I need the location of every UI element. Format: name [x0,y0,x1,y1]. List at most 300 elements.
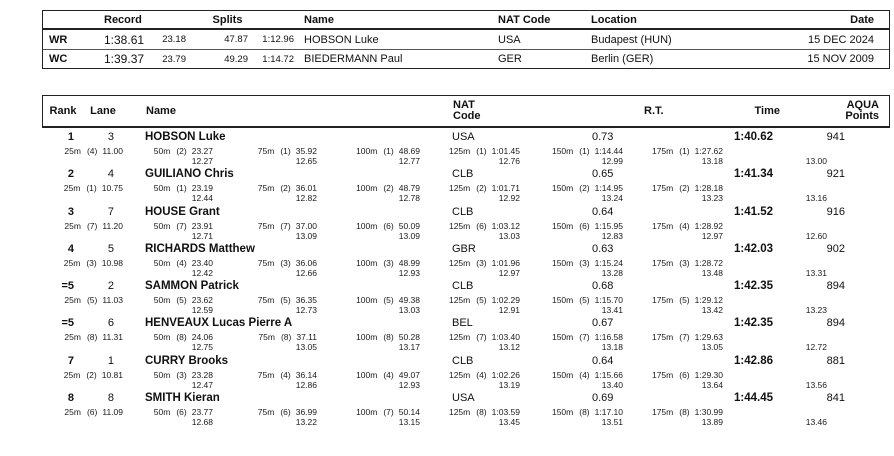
lane-value: 5 [107,242,114,255]
aqua-points-value: 941 [826,131,845,143]
split-time: 25m (2) 10.81 [63,369,123,380]
nat-code-value: CLB [452,205,474,218]
reaction-time-value: 0.67 [592,317,614,330]
split-time: 75m (2) 36.01 [257,183,317,194]
split-cell [127,183,217,203]
header-aqua-points [780,100,889,123]
split-cell [727,407,831,427]
result-main-line [42,280,890,293]
records-header [43,11,889,30]
record-row-wc [43,49,889,68]
aqua-points-value: 902 [826,242,845,255]
split-time: 75m (3) 36.06 [257,257,317,268]
lap-time: 13.18 [601,342,623,353]
split-cell [727,183,831,203]
split-cell [727,370,831,390]
lap-time: 13.00 [805,156,827,166]
split-cell [727,221,831,241]
split-time: 100m (5) 49.38 [356,295,420,306]
split-time: 150m (8) 1:17.10 [551,407,623,418]
lap-time: 12.83 [601,230,623,241]
split-cell [42,370,127,390]
result-row [42,165,890,202]
split-time: 25m (3) 10.98 [63,257,123,268]
split-cell [424,146,524,166]
lap-time: 12.68 [191,417,213,428]
split-time: 150m (2) 1:14.95 [551,183,623,194]
split-time: 50m (4) 23.40 [153,257,213,268]
lap-time: 13.41 [601,305,623,316]
lap-time: 13.46 [805,417,827,428]
split-time [727,332,827,342]
reaction-time-value: 0.64 [592,205,614,218]
final-time-value: 1:44.45 [733,392,773,405]
split-cell [424,407,524,427]
lap-time: 13.22 [295,417,317,428]
split-time: 50m (8) 24.06 [153,332,213,343]
final-time-value: 1:42.35 [733,280,773,293]
split-time: 175m (4) 1:28.92 [651,220,723,231]
record-holder-name: HOBSON Luke [304,33,379,46]
final-time-value: 1:41.34 [733,168,773,181]
split-time: 150m (5) 1:15.70 [551,295,623,306]
final-time-value: 1:41.52 [733,205,773,218]
result-row [42,389,890,426]
split-time: 125m (6) 1:03.12 [448,220,520,231]
rank-value: 7 [67,354,74,367]
record-row-wr [43,30,889,49]
swimmer-name: HENVEAUX Lucas Pierre A [145,317,293,330]
split-cell [627,183,727,203]
split-cell [42,332,127,352]
splits-row [42,295,890,315]
split-cell [321,258,424,278]
split-cell [321,370,424,390]
split-time: 100m (1) 48.69 [356,146,420,156]
split-time: 50m (5) 23.62 [153,295,213,306]
split-cell [524,146,627,166]
swimmer-name: SMITH Kieran [145,392,220,405]
split-cell [727,332,831,352]
record-type-label: WR [49,33,68,46]
result-row [42,277,890,314]
results-body [42,128,890,426]
header-nat-line1: NAT [453,98,475,111]
lap-time: 13.05 [701,342,723,353]
split-cell [217,258,321,278]
split-cell [42,146,127,166]
lap-time: 12.73 [295,305,317,316]
nat-code-value: CLB [452,168,474,181]
records-header-record: Record [104,13,142,26]
split-cell [627,146,727,166]
split-cell [524,295,627,315]
nat-code-value: GBR [452,242,476,255]
split-cell [627,332,727,352]
lap-time: 13.15 [398,417,420,428]
split-time: 100m (6) 50.09 [356,220,420,231]
record-time: 1:39.37 [104,52,145,66]
split-time: 25m (7) 11.20 [64,220,123,231]
lap-time: 13.42 [701,305,723,316]
header-points-line2: Points [845,110,879,122]
lap-time: 13.24 [601,193,623,204]
split-time: 150m (1) 1:14.44 [551,146,623,156]
record-split-100: 49.29 [224,53,248,65]
lap-time: 13.16 [805,193,827,204]
record-split-100: 47.87 [224,34,248,45]
lap-time: 12.75 [191,342,213,353]
split-time: 75m (5) 36.35 [257,295,317,306]
record-split-150: 1:14.72 [262,53,294,65]
lap-time: 13.09 [295,230,317,241]
record-time: 1:38.61 [104,32,145,47]
nat-code-value: USA [452,131,475,143]
split-cell [727,295,831,315]
lap-time: 12.76 [498,156,520,166]
rank-value: 4 [67,242,74,255]
reaction-time-value: 0.73 [592,131,614,143]
lap-time: 13.23 [805,305,827,316]
splits-row [42,258,890,278]
final-time-value: 1:42.35 [733,317,773,330]
lap-time: 13.51 [601,417,623,428]
reaction-time-value: 0.64 [592,354,614,367]
rank-value: 2 [67,168,74,181]
split-time: 175m (7) 1:29.63 [651,332,723,343]
split-cell [627,295,727,315]
split-time: 50m (6) 23.77 [153,407,213,418]
split-time: 25m (6) 11.09 [64,407,123,418]
aqua-points-value: 841 [826,392,845,405]
split-time [727,221,827,231]
lap-time: 12.93 [398,267,420,278]
record-date: 15 DEC 2024 [807,33,874,46]
split-time: 75m (6) 36.99 [257,407,317,418]
split-time [727,370,827,380]
header-nat-code [448,100,593,123]
lap-time: 12.91 [498,305,520,316]
lap-time [42,342,123,352]
swimmer-name: RICHARDS Matthew [145,242,255,255]
split-cell [127,407,217,427]
split-cell [127,295,217,315]
split-time: 100m (4) 49.07 [356,369,420,380]
split-cell [321,183,424,203]
split-time: 100m (7) 50.14 [356,407,420,418]
rank-value: =5 [61,317,74,330]
split-time: 150m (3) 1:15.24 [551,257,623,268]
split-cell [217,221,321,241]
split-time: 75m (4) 36.14 [257,369,317,380]
split-cell [524,332,627,352]
split-time [727,407,827,417]
split-time: 50m (7) 23.91 [153,220,213,231]
split-cell [217,183,321,203]
results-header [42,95,890,128]
split-cell [42,183,127,203]
split-time: 175m (8) 1:30.99 [651,407,723,418]
split-cell [524,407,627,427]
final-time-value: 1:42.03 [733,242,773,255]
lap-time: 13.48 [701,267,723,278]
header-name: Name [146,105,176,117]
split-time: 125m (4) 1:02.26 [448,369,520,380]
split-time: 150m (7) 1:16.58 [551,332,623,343]
result-main-line [42,168,890,181]
record-split-50: 23.79 [162,53,186,65]
swimmer-name: SAMMON Patrick [145,280,239,293]
split-cell [727,146,831,166]
split-time: 25m (8) 11.31 [64,332,123,343]
lap-time: 12.86 [295,379,317,390]
split-cell [524,258,627,278]
split-cell [627,370,727,390]
result-main-line [42,317,890,330]
record-nat-code: USA [498,33,521,46]
aqua-points-value: 881 [826,354,845,367]
swimmer-name: GUILIANO Chris [145,168,234,181]
header-rank: Rank [49,105,77,117]
aqua-points-value: 894 [826,280,845,293]
split-cell [127,370,217,390]
lap-time: 13.09 [398,230,420,241]
result-main-line [42,243,890,256]
lap-time [42,380,123,390]
split-time [727,146,827,156]
lap-time: 13.17 [398,342,420,353]
split-time: 25m (1) 10.75 [63,183,123,194]
split-time: 100m (2) 48.79 [356,183,420,194]
lap-time [42,305,123,315]
lane-value: 3 [107,131,114,143]
reaction-time-value: 0.65 [592,168,614,181]
split-time: 75m (7) 37.00 [257,220,317,231]
split-cell [321,295,424,315]
split-cell [127,146,217,166]
split-cell [42,407,127,427]
split-time: 175m (6) 1:29.30 [651,369,723,380]
header-reaction-time: R.T. [644,105,664,117]
split-cell [524,221,627,241]
lap-time: 12.97 [498,267,520,278]
reaction-time-value: 0.63 [592,242,614,255]
nat-code-value: BEL [452,317,473,330]
record-type-label: WC [49,53,68,65]
lane-value: 2 [107,280,114,293]
split-cell [627,221,727,241]
nat-code-value: CLB [452,280,474,293]
split-cell [42,258,127,278]
rank-value: 3 [67,205,74,218]
record-date: 15 NOV 2009 [807,53,874,65]
result-main-line [42,355,890,368]
lap-time: 12.99 [601,156,623,166]
split-cell [321,146,424,166]
split-cell [217,370,321,390]
splits-row [42,183,890,203]
nat-code-value: CLB [452,354,474,367]
split-time: 75m (8) 37.11 [258,332,317,343]
rank-value: 1 [67,131,74,143]
split-cell [424,295,524,315]
split-time: 125m (1) 1:01.45 [448,146,520,156]
records-header-location: Location [591,13,637,26]
lap-time: 13.64 [701,379,723,390]
rank-value: =5 [61,280,74,293]
lane-value: 1 [107,354,114,367]
final-time-value: 1:42.86 [733,354,773,367]
split-cell [727,258,831,278]
lap-time: 12.93 [398,379,420,390]
lap-time: 12.66 [295,267,317,278]
record-holder-name: BIEDERMANN Paul [304,53,403,65]
header-nat-line2: Code [453,110,481,122]
swimmer-name: HOUSE Grant [145,205,220,218]
result-row [42,314,890,351]
split-time: 25m (5) 11.03 [64,295,123,306]
lap-time: 13.23 [701,193,723,204]
split-cell [627,407,727,427]
result-row [42,203,890,240]
record-split-50: 23.18 [162,34,186,45]
lap-time: 13.18 [701,156,723,166]
records-header-date: Date [850,13,874,26]
split-time: 175m (5) 1:29.12 [651,295,723,306]
header-time: Time [754,105,780,117]
result-main-line [42,392,890,405]
records-header-name: Name [304,13,334,26]
lap-time: 12.59 [191,305,213,316]
split-time: 125m (2) 1:01.71 [448,183,520,194]
split-time: 50m (1) 23.19 [153,183,213,194]
lap-time [42,231,123,241]
lap-time: 12.77 [398,156,420,166]
split-time: 150m (6) 1:15.95 [551,220,623,231]
split-time [727,258,827,268]
split-cell [127,258,217,278]
split-cell [424,258,524,278]
lap-time: 13.03 [498,230,520,241]
split-cell [627,258,727,278]
rank-value: 8 [67,392,74,405]
lap-time: 12.92 [498,193,520,204]
lap-time: 13.05 [295,342,317,353]
lap-time: 13.31 [805,267,827,278]
split-cell [217,332,321,352]
record-nat-code: GER [498,53,522,65]
split-cell [321,221,424,241]
split-cell [217,146,321,166]
split-cell [217,407,321,427]
lap-time: 12.47 [191,379,213,390]
records-header-nat-code: NAT Code [498,13,551,26]
result-row [42,240,890,277]
result-row [42,352,890,389]
splits-row [42,221,890,241]
lap-time: 12.71 [191,230,213,241]
result-main-line [42,131,890,144]
split-cell [321,332,424,352]
record-location: Berlin (GER) [591,53,654,65]
reaction-time-value: 0.68 [592,280,614,293]
lap-time: 12.97 [701,230,723,241]
aqua-points-value: 894 [826,317,845,330]
header-lane: Lane [90,105,116,117]
result-main-line [42,206,890,219]
lap-time: 12.82 [295,193,317,204]
record-location: Budapest (HUN) [591,33,672,46]
lane-value: 7 [107,205,114,218]
split-time: 175m (1) 1:27.62 [651,146,723,156]
reaction-time-value: 0.69 [592,392,614,405]
header-points-line1: AQUA [846,98,879,111]
lap-time: 13.56 [805,379,827,390]
split-cell [524,370,627,390]
splits-row [42,407,890,427]
split-time: 50m (3) 23.28 [153,369,213,380]
lap-time: 13.19 [498,379,520,390]
split-time: 75m (1) 35.92 [257,146,317,156]
lane-value: 4 [107,168,114,181]
lap-time: 13.28 [601,267,623,278]
lap-time: 12.27 [191,156,213,166]
split-cell [42,295,127,315]
lap-time: 13.40 [601,379,623,390]
records-table [42,10,890,69]
split-time: 125m (5) 1:02.29 [448,295,520,306]
split-time: 125m (8) 1:03.59 [448,407,520,418]
lap-time: 12.44 [191,193,213,204]
split-time: 175m (3) 1:28.72 [651,257,723,268]
split-cell [524,183,627,203]
lane-value: 8 [107,392,114,405]
split-time: 125m (3) 1:01.96 [448,257,520,268]
lap-time: 13.89 [701,417,723,428]
lane-value: 6 [107,317,114,330]
split-cell [217,295,321,315]
records-header-splits: Splits [212,13,243,26]
split-time: 100m (8) 50.28 [356,332,420,343]
splits-row [42,332,890,352]
lap-time: 13.12 [498,342,520,353]
lap-time: 13.45 [498,417,520,428]
lap-time [42,268,123,278]
split-cell [127,221,217,241]
lap-time: 12.78 [398,193,420,204]
split-time: 175m (2) 1:28.18 [651,183,723,194]
lap-time: 12.72 [805,342,827,353]
split-time [727,295,827,305]
split-cell [424,183,524,203]
nat-code-value: USA [452,392,475,405]
splits-row [42,146,890,166]
lap-time: 13.03 [398,305,420,316]
lap-time [42,193,123,203]
final-time-value: 1:40.62 [733,131,773,143]
lap-time [42,417,123,427]
split-cell [321,407,424,427]
split-cell [424,221,524,241]
splits-row [42,370,890,390]
split-time: 150m (4) 1:15.66 [551,369,623,380]
swimmer-name: HOBSON Luke [145,131,226,143]
aqua-points-value: 921 [826,168,845,181]
split-time [727,183,827,193]
split-cell [42,221,127,241]
lap-time: 12.60 [805,230,827,241]
lap-time: 12.65 [295,156,317,166]
